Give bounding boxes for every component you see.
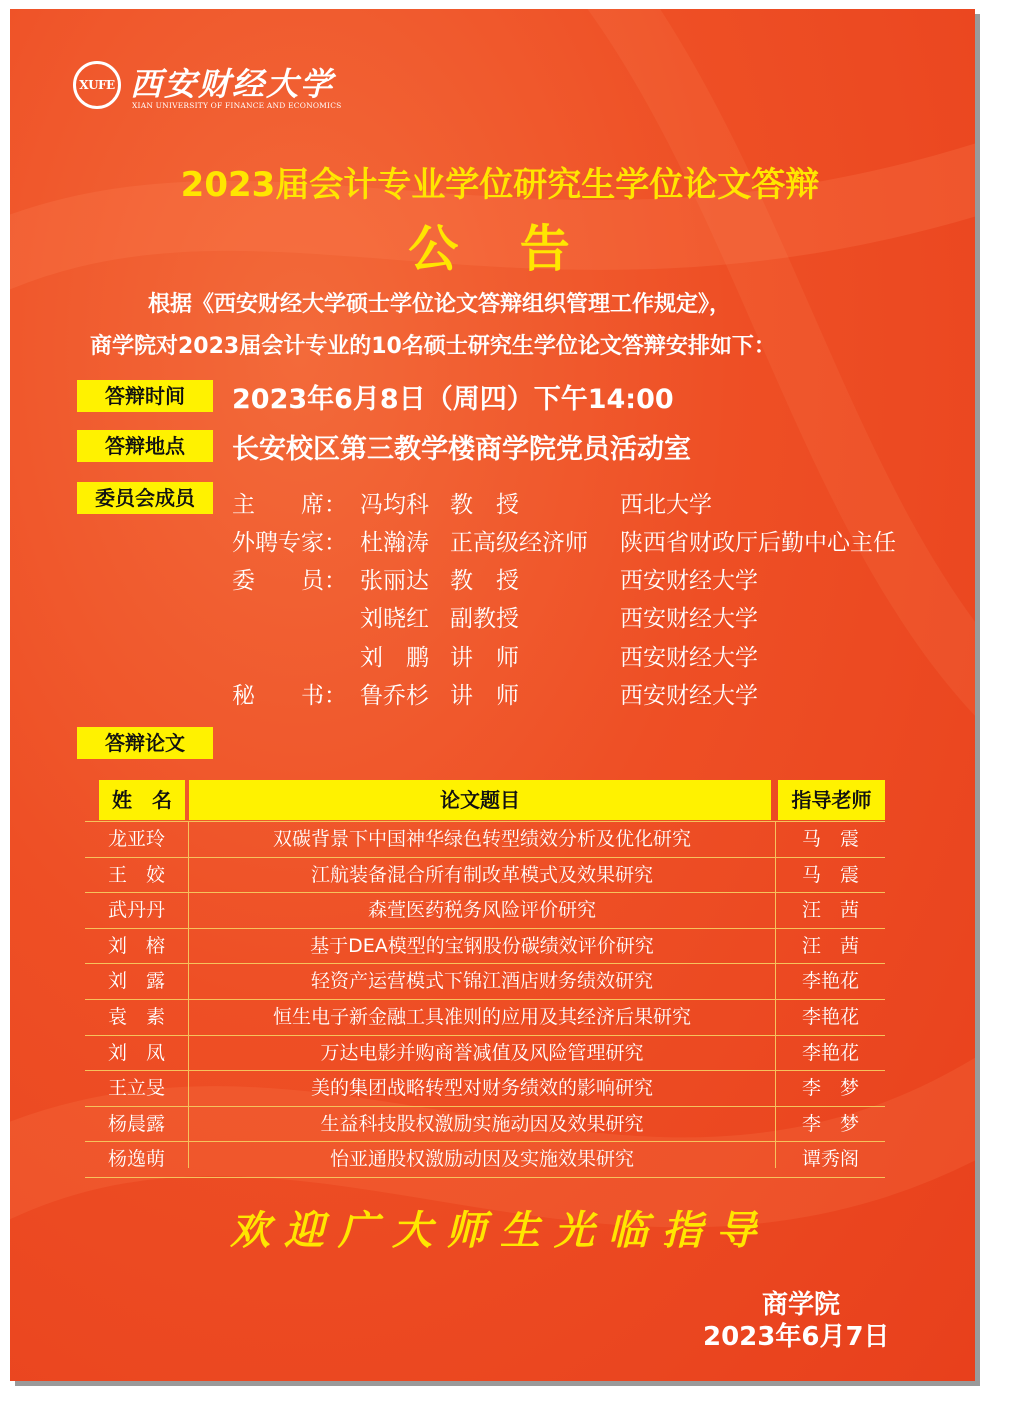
- cell-topic: 江航装备混合所有制改革模式及效果研究: [310, 863, 653, 886]
- committee-org: 西北大学: [620, 492, 712, 518]
- committee-org: 陕西省财政厅后勤中心主任: [620, 530, 896, 556]
- page-title: 2023届会计专业学位研究生学位论文答辩: [180, 165, 820, 205]
- cell-name: 袁 素: [107, 1005, 165, 1028]
- thesis-table: [85, 778, 885, 1178]
- cell-name: 杨晨露: [107, 1112, 165, 1135]
- committee-org: 西安财经大学: [620, 606, 758, 632]
- cell-advisor: 汪 茜: [801, 899, 859, 922]
- committee-name: 杜瀚涛: [360, 530, 429, 556]
- cell-name: 杨逸萌: [107, 1148, 165, 1171]
- table-row: [85, 1070, 885, 1106]
- cell-name: 武丹丹: [107, 899, 165, 922]
- committee-name: 张丽达: [360, 568, 429, 594]
- intro-line-2: 商学院对2023届会计专业的10名硕士研究生学位论文答辩安排如下：: [90, 334, 776, 359]
- committee-title: 副教授: [450, 606, 519, 632]
- place-label: 答辩地点: [77, 430, 213, 462]
- committee-role: 委 员：: [232, 568, 347, 594]
- header-topic: 论文题目: [189, 780, 771, 820]
- table-row: [85, 928, 885, 964]
- header-name: 姓 名: [99, 780, 185, 820]
- cell-advisor: 李艳花: [801, 1005, 859, 1028]
- cell-topic: 怡亚通股权激励动因及实施效果研究: [329, 1148, 634, 1171]
- cell-advisor: 李艳花: [801, 1041, 859, 1064]
- committee-role: 主 席：: [232, 492, 347, 518]
- committee-name: 鲁乔杉: [360, 683, 429, 709]
- table-row: [85, 821, 885, 857]
- table-row: [85, 857, 885, 893]
- committee-title: 正高级经济师: [450, 530, 588, 556]
- committee-title: 讲 师: [450, 683, 519, 709]
- cell-advisor: 马 震: [801, 828, 859, 850]
- cell-topic: 美的集团战略转型对财务绩效的影响研究: [310, 1077, 653, 1100]
- cell-advisor: 马 震: [801, 863, 859, 886]
- cell-topic: 基于DEA模型的宝钢股份碳绩效评价研究: [310, 934, 654, 957]
- cell-advisor: 李艳花: [801, 970, 859, 993]
- university-name-en: XIAN UNIVERSITY OF FINANCE AND ECONOMICS: [132, 101, 342, 110]
- university-name-cn: 西安财经大学: [130, 65, 335, 103]
- time-label: 答辩时间: [77, 380, 213, 412]
- welcome-slogan: 欢迎广大师生光临指导: [230, 1207, 770, 1254]
- cell-topic: 轻资产运营模式下锦江酒店财务绩效研究: [310, 970, 653, 993]
- committee-org: 西安财经大学: [620, 645, 758, 671]
- page-subtitle: 公 告: [408, 220, 592, 278]
- cell-topic: 双碳背景下中国神华绿色转型绩效分析及优化研究: [272, 828, 691, 850]
- committee-name: 冯均科: [360, 492, 429, 518]
- committee-role: 秘 书：: [232, 683, 347, 709]
- committee-org: 西安财经大学: [620, 568, 758, 594]
- cell-name: 王立旻: [107, 1077, 165, 1100]
- cell-name: 刘 榕: [107, 934, 165, 957]
- cell-advisor: 李 梦: [801, 1112, 859, 1135]
- thesis-label: 答辩论文: [77, 727, 213, 759]
- table-row: [85, 1035, 885, 1071]
- cell-advisor: 谭秀阁: [801, 1148, 859, 1171]
- university-seal-icon: XUFE: [73, 61, 121, 109]
- committee-title: 教 授: [450, 568, 519, 594]
- table-body: [85, 821, 885, 1178]
- committee-role: 外聘专家：: [232, 530, 347, 556]
- cell-name: 刘 露: [107, 970, 165, 993]
- time-value: 2023年6月8日（周四）下午14:00: [232, 384, 674, 415]
- signature-org: 商学院: [762, 1290, 841, 1320]
- header-advisor: 指导老师: [778, 780, 885, 820]
- committee-label: 委员会成员: [77, 482, 213, 514]
- announcement-poster: [10, 9, 975, 1381]
- cell-advisor: 汪 茜: [801, 934, 859, 957]
- committee-title: 讲 师: [450, 645, 519, 671]
- cell-name: 龙亚玲: [107, 828, 165, 850]
- committee-title: 教 授: [450, 492, 519, 518]
- committee-org: 西安财经大学: [620, 683, 758, 709]
- table-row: [85, 999, 885, 1035]
- cell-topic: 万达电影并购商誉减值及风险管理研究: [320, 1041, 644, 1064]
- cell-topic: 森萱医药税务风险评价研究: [367, 899, 596, 922]
- table-row: [85, 892, 885, 928]
- cell-name: 王 姣: [107, 863, 165, 886]
- committee-name: 刘晓红: [360, 606, 429, 632]
- table-row: [85, 963, 885, 999]
- place-value: 长安校区第三教学楼商学院党员活动室: [232, 434, 691, 465]
- committee-name: 刘 鹏: [360, 645, 429, 671]
- cell-topic: 恒生电子新金融工具准则的应用及其经济后果研究: [272, 1005, 691, 1028]
- table-row: [85, 1106, 885, 1142]
- signature-date: 2023年6月7日: [703, 1322, 890, 1352]
- cell-topic: 生益科技股权激励实施动因及效果研究: [320, 1112, 644, 1135]
- table-header: [85, 778, 885, 821]
- table-row: [85, 1141, 885, 1178]
- cell-advisor: 李 梦: [801, 1077, 859, 1100]
- intro-line-1: 根据《西安财经大学硕士学位论文答辩组织管理工作规定》，: [148, 292, 732, 317]
- cell-name: 刘 凤: [107, 1041, 165, 1064]
